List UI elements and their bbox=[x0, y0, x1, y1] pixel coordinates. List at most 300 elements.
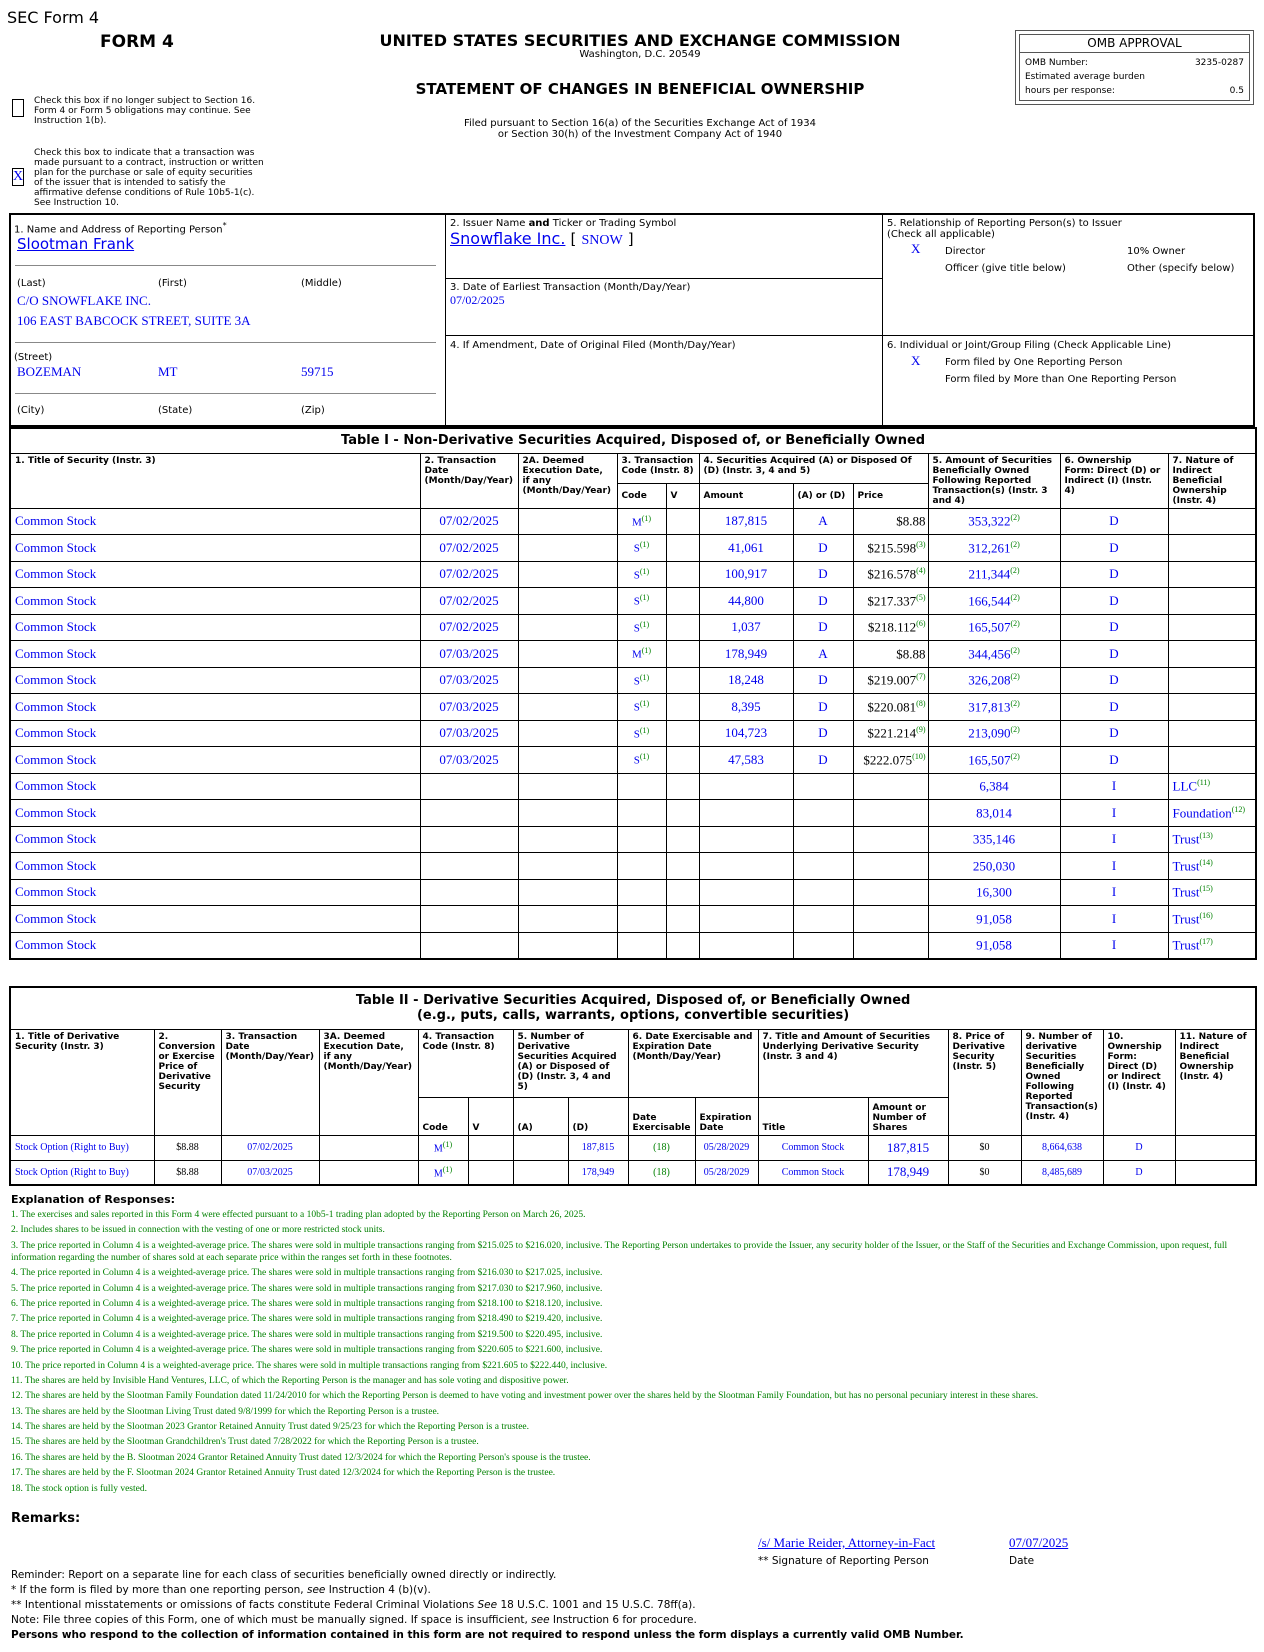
ten-pct-owner-label: 10% Owner bbox=[1127, 246, 1186, 257]
t2-header-exercisable: 6. Date Exercisable and Expiration Date (Month/Day/Year) bbox=[628, 1029, 758, 1097]
owned-following: 344,456$^{(2)}$ bbox=[928, 641, 1060, 668]
table-row bbox=[10, 561, 1256, 588]
transaction-code bbox=[617, 906, 666, 933]
omb-hours-value: 0.5 bbox=[1229, 86, 1244, 96]
owned-following: 165,507$^{(2)}$ bbox=[928, 747, 1060, 774]
t2-header-deemed: 3A. Deemed Execution Date, if any (Month/Day/Year) bbox=[319, 1029, 418, 1135]
acquired-disposed: A bbox=[793, 641, 853, 668]
security-title: Common Stock bbox=[10, 853, 420, 880]
nature-of-ownership bbox=[1168, 508, 1256, 535]
city-value: BOZEMAN bbox=[17, 364, 82, 379]
transaction-v bbox=[666, 879, 699, 906]
table-row bbox=[10, 535, 1256, 562]
transaction-date bbox=[420, 932, 518, 959]
deemed-date bbox=[518, 773, 617, 800]
security-title: Common Stock bbox=[10, 720, 420, 747]
footnote: 16. The shares are held by the B. Slootman 2024 Grantor Retained Annuity Trust dated 12/3/2024 for which the Reporting Person's spouse is the trustee. bbox=[11, 1452, 591, 1463]
t1-sub-v: V bbox=[666, 484, 699, 508]
transaction-date bbox=[420, 906, 518, 933]
ownership-form: I bbox=[1060, 879, 1168, 906]
security-title: Common Stock bbox=[10, 932, 420, 959]
transaction-amount: 18,248 bbox=[699, 667, 793, 694]
owned-following: 213,090$^{(2)}$ bbox=[928, 720, 1060, 747]
filing-one-label: Form filed by One Reporting Person bbox=[945, 357, 1123, 368]
section16-checkbox[interactable] bbox=[12, 99, 24, 117]
t1-sub-price: Price bbox=[853, 484, 928, 508]
t2-sub-amount: Amount or Number of Shares bbox=[868, 1097, 948, 1135]
t1-sub-amount: Amount bbox=[699, 484, 793, 508]
t2-header-number: 5. Number of Derivative Securities Acquired (A) or Disposed of (D) (Instr. 3, 4 and 5) bbox=[513, 1029, 628, 1097]
table-row bbox=[10, 694, 1256, 721]
issuer-name-link[interactable]: Snowflake Inc. bbox=[450, 229, 566, 248]
owned-following: 250,030 bbox=[928, 853, 1060, 880]
transaction-price: $8.88 bbox=[853, 508, 928, 535]
transaction-date bbox=[420, 773, 518, 800]
section16-text: Check this box if no longer subject to Section 16. Form 4 or Form 5 obligations may continue. See Instruction 1(b). bbox=[34, 96, 256, 126]
nature-of-ownership bbox=[1168, 720, 1256, 747]
table-row bbox=[10, 1160, 1256, 1185]
security-title: Common Stock bbox=[10, 773, 420, 800]
transaction-v bbox=[666, 720, 699, 747]
issuer-label: 2. Issuer Name and Ticker or Trading Symbol bbox=[450, 218, 677, 229]
table-row bbox=[10, 508, 1256, 535]
earliest-date-label: 3. Date of Earliest Transaction (Month/Day/Year) bbox=[450, 282, 691, 293]
omb-number-label: OMB Number: bbox=[1025, 58, 1088, 68]
transaction-price bbox=[853, 853, 928, 880]
transaction-code bbox=[617, 853, 666, 880]
security-title: Common Stock bbox=[10, 614, 420, 641]
ownership-form: I bbox=[1060, 932, 1168, 959]
transaction-code: $S^{(1)}$ bbox=[617, 720, 666, 747]
t2-sub-expiration: Expiration Date bbox=[695, 1097, 758, 1135]
transaction-date: 07/03/2025 bbox=[420, 667, 518, 694]
transaction-date: 07/02/2025 bbox=[420, 588, 518, 615]
transaction-date bbox=[420, 879, 518, 906]
transaction-price: $218.112$^{(6)}$ bbox=[853, 614, 928, 641]
deemed-date bbox=[518, 667, 617, 694]
acquired-disposed: A bbox=[793, 508, 853, 535]
owned-following: 6,384 bbox=[928, 773, 1060, 800]
table-row bbox=[10, 773, 1256, 800]
owned-following: 335,146 bbox=[928, 826, 1060, 853]
table-row bbox=[10, 747, 1256, 774]
ownership-form: I bbox=[1060, 906, 1168, 933]
signature-link[interactable]: /s/ Marie Reider, Attorney-in-Fact bbox=[758, 1535, 936, 1550]
t1-sub-ad: (A) or (D) bbox=[793, 484, 853, 508]
transaction-code: $S^{(1)}$ bbox=[617, 747, 666, 774]
table-row bbox=[10, 932, 1256, 959]
transaction-amount: 100,917 bbox=[699, 561, 793, 588]
transaction-v bbox=[666, 853, 699, 880]
transaction-amount: 104,723 bbox=[699, 720, 793, 747]
transaction-amount bbox=[699, 773, 793, 800]
security-title: Common Stock bbox=[10, 826, 420, 853]
t2-header-title: 1. Title of Derivative Security (Instr. 3) bbox=[10, 1029, 154, 1135]
transaction-price bbox=[853, 826, 928, 853]
t2-header-code: 4. Transaction Code (Instr. 8) bbox=[418, 1029, 513, 1097]
conversion-price: $8.88 bbox=[154, 1135, 221, 1160]
transaction-price bbox=[853, 773, 928, 800]
date-label: Date bbox=[1009, 1555, 1035, 1567]
reporting-person-name-link[interactable]: Slootman Frank bbox=[17, 235, 135, 253]
ownership-form: I bbox=[1060, 826, 1168, 853]
transaction-date bbox=[420, 826, 518, 853]
t2-header-form: 10. Ownership Form: Direct (D) or Indirect (I) (Instr. 4) bbox=[1103, 1029, 1175, 1135]
transaction-code: $M^{(1)}$ bbox=[617, 641, 666, 668]
t2-sub-a: (A) bbox=[513, 1097, 568, 1135]
address-line2: 106 EAST BABCOCK STREET, SUITE 3A bbox=[17, 313, 251, 328]
transaction-v bbox=[666, 826, 699, 853]
t2-sub-v: V bbox=[468, 1097, 513, 1135]
statement-title: STATEMENT OF CHANGES IN BENEFICIAL OWNERSHIP bbox=[415, 80, 865, 98]
city-label: (City) bbox=[17, 405, 45, 416]
middle-label: (Middle) bbox=[301, 278, 342, 289]
agency-location: Washington, D.C. 20549 bbox=[579, 49, 701, 60]
nature-of-ownership: Trust$^{(14)}$ bbox=[1168, 853, 1256, 880]
transaction-price bbox=[853, 906, 928, 933]
conversion-price: $8.88 bbox=[154, 1160, 221, 1185]
signature-label: ** Signature of Reporting Person bbox=[758, 1555, 929, 1567]
underlying-amount: 178,949 bbox=[868, 1160, 948, 1185]
security-title: Common Stock bbox=[10, 535, 420, 562]
owned-following: 91,058 bbox=[928, 906, 1060, 933]
transaction-code: $S^{(1)}$ bbox=[617, 561, 666, 588]
nature-of-ownership: Trust$^{(16)}$ bbox=[1168, 906, 1256, 933]
deemed-date bbox=[518, 694, 617, 721]
owned-following: 165,507$^{(2)}$ bbox=[928, 614, 1060, 641]
deemed-date bbox=[319, 1135, 418, 1160]
ownership-form: D bbox=[1060, 667, 1168, 694]
transaction-v bbox=[666, 906, 699, 933]
expiration-date: 05/28/2029 bbox=[695, 1160, 758, 1185]
deemed-date bbox=[518, 906, 617, 933]
t1-header-date: 2. Transaction Date (Month/Day/Year) bbox=[420, 453, 518, 508]
agency-title: UNITED STATES SECURITIES AND EXCHANGE COMMISSION bbox=[379, 31, 901, 50]
ownership-form: D bbox=[1060, 720, 1168, 747]
transaction-price: $219.007$^{(7)}$ bbox=[853, 667, 928, 694]
ownership-form: D bbox=[1103, 1160, 1175, 1185]
footnote: 12. The shares are held by the Slootman Family Foundation dated 11/24/2010 for which the Reporting Person is deemed to have voting and investment power over the shares held by the Slootman Family Foundation, but has no personal pecuniary interest in these shares. bbox=[11, 1391, 1039, 1402]
table-2-title: Table II - Derivative Securities Acquired, Disposed of, or Beneficially Owned (e.g., puts, calls, warrants, options, convertible securities) bbox=[10, 987, 1256, 1029]
footnote: 18. The stock option is fully vested. bbox=[11, 1483, 147, 1494]
transaction-v bbox=[666, 667, 699, 694]
transaction-amount: 8,395 bbox=[699, 694, 793, 721]
transaction-date: 07/02/2025 bbox=[420, 561, 518, 588]
transaction-code bbox=[617, 879, 666, 906]
nature-of-ownership bbox=[1168, 694, 1256, 721]
form-title: FORM 4 bbox=[100, 32, 174, 52]
acquired-disposed: D bbox=[793, 561, 853, 588]
state-label: (State) bbox=[158, 405, 193, 416]
underlying-title: Common Stock bbox=[758, 1135, 868, 1160]
t1-header-form: 6. Ownership Form: Direct (D) or Indirect (I) (Instr. 4) bbox=[1060, 453, 1168, 508]
footnote: 11. The shares are held by Invisible Hand Ventures, LLC, of which the Reporting Person is the manager and has sole voting and dispositive power. bbox=[11, 1375, 569, 1386]
amendment-label: 4. If Amendment, Date of Original Filed (Month/Day/Year) bbox=[450, 340, 736, 351]
omb-burden-label: Estimated average burden bbox=[1025, 72, 1145, 82]
transaction-code bbox=[617, 932, 666, 959]
owned-following: 326,208$^{(2)}$ bbox=[928, 667, 1060, 694]
deemed-date bbox=[518, 932, 617, 959]
footer-copies: Note: File three copies of this Form, one of which must be manually signed. If space is insufficient, see Instruction 6 for procedure. bbox=[11, 1614, 697, 1626]
director-mark[interactable]: X bbox=[911, 241, 921, 256]
footnote: 6. The price reported in Column 4 is a weighted-average price. The shares were sold in multiple transactions ranging from $218.100 to $218.120, inclusive. bbox=[11, 1298, 603, 1309]
t2-header-conversion: 2. Conversion or Exercise Price of Derivative Security bbox=[154, 1029, 221, 1135]
transaction-v bbox=[666, 588, 699, 615]
transaction-date: 07/03/2025 bbox=[420, 694, 518, 721]
ticker-symbol: SNOW bbox=[581, 233, 623, 248]
transaction-amount bbox=[699, 879, 793, 906]
transaction-date bbox=[420, 800, 518, 827]
security-title: Common Stock bbox=[10, 879, 420, 906]
t2-sub-title: Title bbox=[758, 1097, 868, 1135]
acquired-a bbox=[513, 1160, 568, 1185]
transaction-amount: 47,583 bbox=[699, 747, 793, 774]
remarks-title: Remarks: bbox=[11, 1511, 81, 1526]
omb-number-value: 3235-0287 bbox=[1194, 58, 1244, 68]
deemed-date bbox=[518, 720, 617, 747]
ownership-form: D bbox=[1060, 508, 1168, 535]
transaction-v bbox=[666, 641, 699, 668]
footnote: 15. The shares are held by the Slootman Grandchildren's Trust dated 7/28/2022 for which the Reporting Person is a trustee. bbox=[11, 1437, 479, 1448]
omb-title: OMB APPROVAL bbox=[1020, 35, 1249, 53]
ownership-form: D bbox=[1060, 747, 1168, 774]
transaction-v bbox=[666, 614, 699, 641]
transaction-price: $216.578$^{(4)}$ bbox=[853, 561, 928, 588]
table-row bbox=[10, 879, 1256, 906]
transaction-v bbox=[468, 1160, 513, 1185]
security-title: Common Stock bbox=[10, 694, 420, 721]
transaction-date: 07/02/2025 bbox=[221, 1135, 319, 1160]
explanation-title: Explanation of Responses: bbox=[11, 1193, 176, 1206]
sec-form-label: SEC Form 4 bbox=[7, 8, 100, 27]
date-exercisable: (18) bbox=[628, 1135, 695, 1160]
owned-following: 312,261$^{(2)}$ bbox=[928, 535, 1060, 562]
security-title: Common Stock bbox=[10, 561, 420, 588]
security-title: Common Stock bbox=[10, 508, 420, 535]
t1-sub-code: Code bbox=[617, 484, 666, 508]
transaction-price bbox=[853, 879, 928, 906]
nature-of-ownership bbox=[1168, 535, 1256, 562]
acquired-disposed bbox=[793, 879, 853, 906]
transaction-code: $M^{(1)}$ bbox=[418, 1160, 468, 1185]
t2-sub-exercisable: Date Exercisable bbox=[628, 1097, 695, 1135]
table-row bbox=[10, 853, 1256, 880]
acquired-disposed bbox=[793, 853, 853, 880]
owned-following: 91,058 bbox=[928, 932, 1060, 959]
filing-one-mark[interactable]: X bbox=[911, 353, 921, 368]
transaction-code: $M^{(1)}$ bbox=[418, 1135, 468, 1160]
zip-value: 59715 bbox=[301, 364, 334, 379]
table-row bbox=[10, 667, 1256, 694]
nature-of-ownership bbox=[1168, 747, 1256, 774]
signature-date[interactable]: 07/07/2025 bbox=[1009, 1535, 1069, 1550]
nature-of-ownership bbox=[1168, 667, 1256, 694]
t1-header-nature: 7. Nature of Indirect Beneficial Ownership (Instr. 4) bbox=[1168, 453, 1256, 508]
footnote: 1. The exercises and sales reported in this Form 4 were effected pursuant to a 10b5-1 trading plan adopted by the Reporting Person on March 26, 2025. bbox=[11, 1210, 586, 1220]
transaction-v bbox=[468, 1135, 513, 1160]
nature-of-ownership: Trust$^{(13)}$ bbox=[1168, 826, 1256, 853]
transaction-price bbox=[853, 800, 928, 827]
acquired-disposed: D bbox=[793, 720, 853, 747]
transaction-date: 07/02/2025 bbox=[420, 535, 518, 562]
transaction-v bbox=[666, 508, 699, 535]
transaction-price: $220.081$^{(8)}$ bbox=[853, 694, 928, 721]
derivative-title: Stock Option (Right to Buy) bbox=[10, 1160, 154, 1185]
transaction-amount: 41,061 bbox=[699, 535, 793, 562]
transaction-price: $8.88 bbox=[853, 641, 928, 668]
director-label: Director bbox=[945, 246, 986, 257]
deemed-date bbox=[518, 879, 617, 906]
expiration-date: 05/28/2029 bbox=[695, 1135, 758, 1160]
derivative-owned: 8,485,689 bbox=[1021, 1160, 1103, 1185]
transaction-code: $S^{(1)}$ bbox=[617, 535, 666, 562]
rule10b5-text: Check this box to indicate that a transaction was made pursuant to a contract, instruction or written plan for the purchase or sale of equity securities of the issuer that is intended to satisfy the affirmative defense conditions of Rule 10b5-1(c). See Instruction 10. bbox=[34, 148, 264, 208]
other-label: Other (specify below) bbox=[1127, 263, 1235, 274]
filing-label: 6. Individual or Joint/Group Filing (Check Applicable Line) bbox=[887, 340, 1172, 351]
footer-reminder: Reminder: Report on a separate line for each class of securities beneficially owned directly or indirectly. bbox=[11, 1569, 557, 1581]
transaction-code: $S^{(1)}$ bbox=[617, 667, 666, 694]
acquired-disposed: D bbox=[793, 747, 853, 774]
footnote: 10. The price reported in Column 4 is a weighted-average price. The shares were sold in multiple transactions ranging from $221.605 to $222.440, inclusive. bbox=[11, 1360, 608, 1371]
t1-header-code: 3. Transaction Code (Instr. 8) bbox=[617, 453, 699, 484]
security-title: Common Stock bbox=[10, 588, 420, 615]
acquired-disposed: D bbox=[793, 667, 853, 694]
transaction-code: $M^{(1)}$ bbox=[617, 508, 666, 535]
deemed-date bbox=[518, 588, 617, 615]
deemed-date bbox=[518, 826, 617, 853]
t1-header-title: 1. Title of Security (Instr. 3) bbox=[10, 453, 420, 508]
acquired-disposed bbox=[793, 932, 853, 959]
ownership-form: D bbox=[1060, 694, 1168, 721]
ownership-form: D bbox=[1060, 641, 1168, 668]
footnote: 4. The price reported in Column 4 is a weighted-average price. The shares were sold in multiple transactions ranging from $216.030 to $217.025, inclusive. bbox=[11, 1268, 603, 1279]
footnote: 5. The price reported in Column 4 is a weighted-average price. The shares were sold in multiple transactions ranging from $217.030 to $217.960, inclusive. bbox=[11, 1283, 603, 1294]
underlying-amount: 187,815 bbox=[868, 1135, 948, 1160]
acquired-disposed bbox=[793, 800, 853, 827]
nature-of-ownership bbox=[1175, 1135, 1256, 1160]
officer-label: Officer (give title below) bbox=[945, 263, 1066, 274]
security-title: Common Stock bbox=[10, 641, 420, 668]
t2-header-owned: 9. Number of derivative Securities Beneficially Owned Following Reported Transaction(s) (Instr. 4) bbox=[1021, 1029, 1103, 1135]
footer-notes bbox=[11, 1568, 1251, 1643]
ownership-form: D bbox=[1060, 588, 1168, 615]
transaction-code bbox=[617, 773, 666, 800]
ownership-form: I bbox=[1060, 773, 1168, 800]
owned-following: 83,014 bbox=[928, 800, 1060, 827]
filed-pursuant: Filed pursuant to Section 16(a) of the Securities Exchange Act of 1934 or Section 30(h) of the Investment Company Act of 1940 bbox=[464, 118, 816, 140]
derivative-price: $0 bbox=[948, 1160, 1021, 1185]
table-row bbox=[10, 800, 1256, 827]
deemed-date bbox=[518, 747, 617, 774]
transaction-code bbox=[617, 826, 666, 853]
transaction-v bbox=[666, 800, 699, 827]
nature-of-ownership bbox=[1168, 614, 1256, 641]
table-1-title: Table I - Non-Derivative Securities Acquired, Disposed of, or Beneficially Owned bbox=[10, 428, 1256, 453]
footnote: 3. The price reported in Column 4 is a weighted-average price. The shares were sold in multiple transactions ranging from $215.025 to $216.020, inclusive. The Reporting Person undertakes to provide the Issuer, any security holder of the Issuer, or the Staff of the Securities and Exchange Commission, upon request, full information regarding the number of shares sold at each separate price within the ranges set forth in these footnotes. bbox=[11, 1240, 1228, 1263]
table-2-derivative bbox=[9, 986, 1257, 1186]
transaction-date: 07/03/2025 bbox=[420, 747, 518, 774]
acquired-disposed bbox=[793, 906, 853, 933]
ownership-form: D bbox=[1103, 1135, 1175, 1160]
table-row bbox=[10, 906, 1256, 933]
table-row bbox=[10, 720, 1256, 747]
footer-omb-notice: Persons who respond to the collection of information contained in this form are not required to respond unless the form displays a currently valid OMB Number. bbox=[11, 1629, 964, 1641]
deemed-date bbox=[319, 1160, 418, 1185]
table-row bbox=[10, 641, 1256, 668]
nature-of-ownership: Foundation$^{(12)}$ bbox=[1168, 800, 1256, 827]
footnote: 13. The shares are held by the Slootman Living Trust dated 9/8/1999 for which the Reporting Person is a trustee. bbox=[11, 1406, 440, 1417]
deemed-date bbox=[518, 800, 617, 827]
table-row bbox=[10, 614, 1256, 641]
deemed-date bbox=[518, 641, 617, 668]
owned-following: 211,344$^{(2)}$ bbox=[928, 561, 1060, 588]
transaction-amount: 178,949 bbox=[699, 641, 793, 668]
nature-of-ownership: Trust$^{(15)}$ bbox=[1168, 879, 1256, 906]
transaction-price: $215.598$^{(3)}$ bbox=[853, 535, 928, 562]
transaction-date: 07/02/2025 bbox=[420, 614, 518, 641]
transaction-code: $S^{(1)}$ bbox=[617, 694, 666, 721]
t2-header-underlying: 7. Title and Amount of Securities Underlying Derivative Security (Instr. 3 and 4) bbox=[758, 1029, 948, 1097]
owned-following: 166,544$^{(2)}$ bbox=[928, 588, 1060, 615]
earliest-date-value: 07/02/2025 bbox=[450, 293, 505, 307]
t2-sub-code: Code bbox=[418, 1097, 468, 1135]
ownership-form: D bbox=[1060, 535, 1168, 562]
security-title: Common Stock bbox=[10, 906, 420, 933]
nature-of-ownership bbox=[1175, 1160, 1256, 1185]
omb-approval-box bbox=[1015, 30, 1254, 105]
security-title: Common Stock bbox=[10, 800, 420, 827]
footer-multiple: * If the form is filed by more than one reporting person, see Instruction 4 (b)(v). bbox=[11, 1584, 431, 1596]
ownership-form: I bbox=[1060, 853, 1168, 880]
transaction-v bbox=[666, 535, 699, 562]
last-label: (Last) bbox=[17, 278, 46, 289]
transaction-v bbox=[666, 694, 699, 721]
deemed-date bbox=[518, 853, 617, 880]
footnote: 9. The price reported in Column 4 is a weighted-average price. The shares were sold in multiple transactions ranging from $220.605 to $221.600, inclusive. bbox=[11, 1345, 603, 1356]
rule10b5-checkbox[interactable]: X bbox=[13, 169, 24, 184]
deemed-date bbox=[518, 535, 617, 562]
transaction-v bbox=[666, 747, 699, 774]
transaction-price: $222.075$^{(10)}$ bbox=[853, 747, 928, 774]
state-value: MT bbox=[158, 364, 178, 379]
transaction-amount: 187,815 bbox=[699, 508, 793, 535]
t2-header-price: 8. Price of Derivative Security (Instr. 5) bbox=[948, 1029, 1021, 1135]
owned-following: 353,322$^{(2)}$ bbox=[928, 508, 1060, 535]
table-1-non-derivative bbox=[9, 427, 1257, 960]
deemed-date bbox=[518, 614, 617, 641]
nature-of-ownership bbox=[1168, 561, 1256, 588]
table-row bbox=[10, 826, 1256, 853]
date-exercisable: (18) bbox=[628, 1160, 695, 1185]
acquired-disposed: D bbox=[793, 614, 853, 641]
transaction-amount bbox=[699, 800, 793, 827]
omb-hours-label: hours per response: bbox=[1025, 86, 1115, 96]
acquired-disposed: D bbox=[793, 588, 853, 615]
transaction-price: $217.337$^{(5)}$ bbox=[853, 588, 928, 615]
t2-header-date: 3. Transaction Date (Month/Day/Year) bbox=[221, 1029, 319, 1135]
transaction-date: 07/03/2025 bbox=[221, 1160, 319, 1185]
deemed-date bbox=[518, 561, 617, 588]
acquired-a bbox=[513, 1135, 568, 1160]
transaction-date bbox=[420, 853, 518, 880]
reporting-person-label: 1. Name and Address of Reporting Person* bbox=[14, 221, 227, 236]
owned-following: 317,813$^{(2)}$ bbox=[928, 694, 1060, 721]
transaction-date: 07/03/2025 bbox=[420, 720, 518, 747]
t1-header-deemed: 2A. Deemed Execution Date, if any (Month/Day/Year) bbox=[518, 453, 617, 508]
security-title: Common Stock bbox=[10, 667, 420, 694]
ownership-form: D bbox=[1060, 614, 1168, 641]
explanation-notes bbox=[11, 1209, 1251, 1498]
